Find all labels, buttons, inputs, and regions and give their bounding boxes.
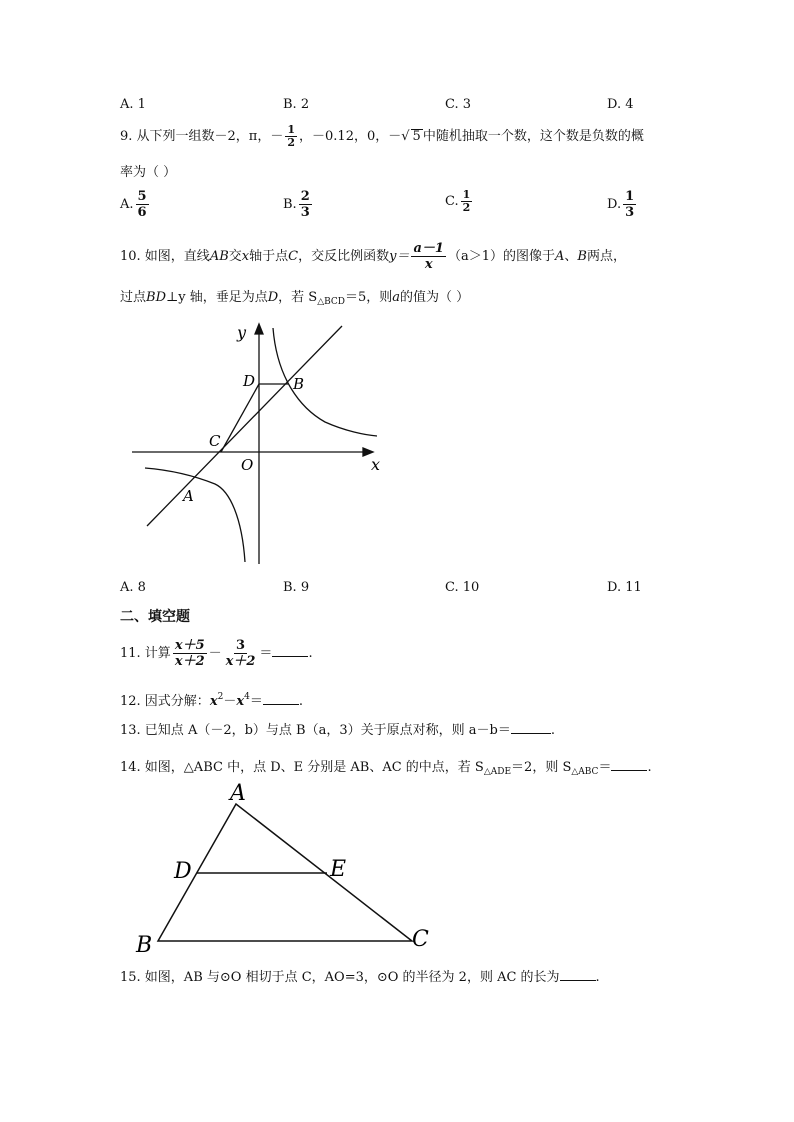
label-c: C [412, 927, 429, 952]
q10-stem-line2: 过点BD⊥y 轴，垂足为点D，若 $S_{\triangle BCD}=5$，则a的值为（ ） [120, 290, 470, 307]
line-ab [147, 326, 342, 526]
q9-stem: 9. 从下列一组数－2，π，－ $\frac{1}{2}$ ，－0.12，0，－√ 5 中随机抽取一个数，这个数是负数的概 [120, 123, 644, 149]
q12: 12. 因式分解：$x^2-x^4=$ . [120, 692, 303, 709]
q13: 13. 已知点 A（－2，b）与点 B（a，3）关于原点对称，则 a－b＝ . [120, 723, 555, 738]
label-a: A [230, 781, 246, 806]
q8-option-c[interactable]: C. 3 [445, 97, 472, 112]
q10-option-b[interactable]: B. 9 [283, 580, 310, 595]
label-d: D [243, 372, 256, 390]
label-d: D [174, 859, 192, 884]
q14-figure [130, 780, 440, 958]
label-a: A [183, 487, 194, 505]
label-o: O [241, 456, 254, 474]
segment-cd [221, 384, 259, 452]
label-b: B [136, 933, 153, 958]
q10-fraction: $\frac{a-1}{x}$ [413, 241, 444, 272]
label-x: x [371, 455, 381, 474]
q11-fraction-2: $\frac{3}{x+2}$ [225, 638, 256, 669]
q11: 11. 计算 $\frac{x+5}{x+2}$ － $\frac{3}{x+2}$ ＝ . [120, 638, 313, 669]
q15-answer-blank[interactable] [560, 968, 596, 981]
label-y: y [237, 323, 247, 342]
q10-option-d[interactable]: D. 11 [607, 580, 642, 595]
q10-option-c[interactable]: C. 10 [445, 580, 480, 595]
q9-option-d[interactable]: D. $\frac{1}{3}$ [607, 189, 635, 220]
q9-option-a[interactable]: A. $\frac{5}{6}$ [120, 189, 147, 220]
q9-stem-line2: 率为（ ） [120, 165, 177, 180]
section-title: 二、填空题 [120, 609, 190, 625]
q9-option-b[interactable]: B. $\frac{2}{3}$ [283, 189, 310, 220]
q12-answer-blank[interactable] [263, 692, 299, 705]
hyperbola-branch-3 [145, 468, 245, 562]
q10-stem: 10. 如图，直线AB交x轴于点C，交反比例函数y＝ $\frac{a-1}{x}$ （a＞1）的图像于A、B两点， [120, 241, 626, 272]
q8-option-d[interactable]: D. 4 [607, 97, 634, 112]
q8-option-b[interactable]: B. 2 [283, 97, 310, 112]
q15: 15. 如图，AB 与⊙O 相切于点 C，AO=3，⊙O 的半径为 2，则 AC 的长为 . [120, 970, 600, 985]
label-c: C [209, 432, 221, 450]
q13-answer-blank[interactable] [511, 721, 551, 734]
y-axis-arrow [255, 324, 263, 334]
q11-answer-blank[interactable] [272, 644, 308, 657]
q8-option-a[interactable]: A. 1 [120, 97, 146, 112]
q11-fraction-1: $\frac{x+5}{x+2}$ [174, 638, 205, 669]
q14: 14. 如图，△ABC 中，点 D、E 分别是 AB、AC 的中点，若 $S_{\triangle ADE}=2$，则 $S_{\triangle ABC}=$ . [120, 760, 652, 777]
label-e: E [330, 857, 347, 882]
q9-option-c[interactable]: C. $\frac{1}{2}$ [445, 188, 471, 214]
q9-sqrt: √ 5 [401, 129, 421, 144]
q10-option-a[interactable]: A. 8 [120, 580, 146, 595]
q14-answer-blank[interactable] [611, 758, 647, 771]
q9-fraction-half: $\frac{1}{2}$ [287, 123, 296, 149]
label-b: B [293, 375, 305, 393]
q10-figure [125, 318, 395, 568]
